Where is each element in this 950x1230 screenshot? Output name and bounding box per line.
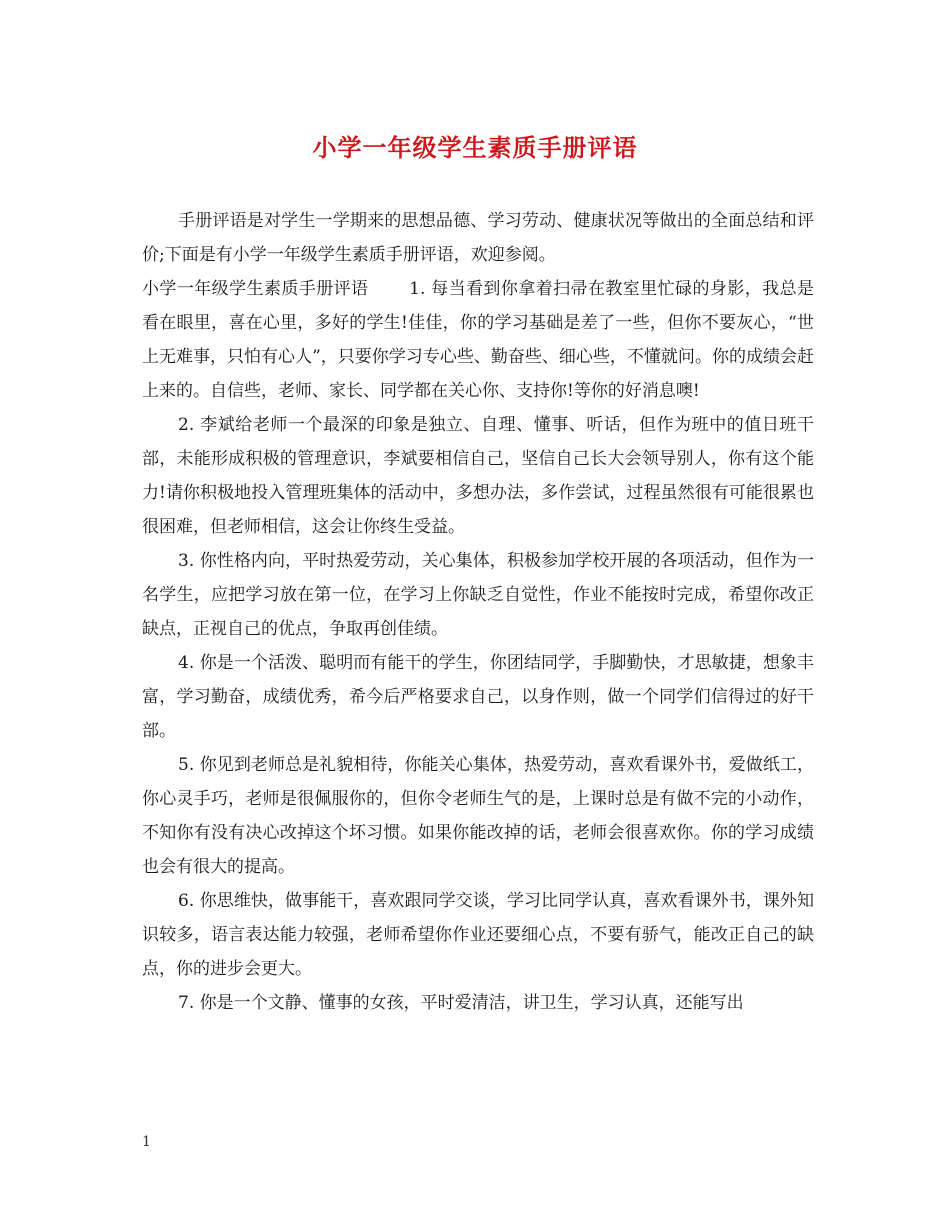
comment-paragraph-6: 6. 你思维快，做事能干，喜欢跟同学交谈，学习比同学认真，喜欢看课外书，课外知识较多，语言表达能力较强，老师希望你作业还要细心点，不要有骄气，能改正自己的缺点，你的进步会更大。 (142, 891, 814, 979)
comment-paragraph-2: 2. 李斌给老师一个最深的印象是独立、自理、懂事、听话，但作为班中的值日班干部，未能形成积极的管理意识，李斌要相信自己，坚信自己长大会领导别人，你有这个能力!请你积极地投入管理班集体的活动中，多想办法，多作尝试，过程虽然很有可能很累也很困难，但老师相信，这会让你终生受益。 (142, 415, 814, 537)
document-title: 小学一年级学生素质手册评语 (312, 133, 638, 162)
comment-paragraph-7: 7. 你是一个文静、懂事的女孩，平时爱清洁，讲卫生，学习认真，还能写出 (178, 993, 744, 1013)
comment-paragraph-4: 4. 你是一个活泼、聪明而有能干的学生，你团结同学，手脚勤快，才思敏捷，想象丰富，学习勤奋，成绩优秀，希今后严格要求自己，以身作则，做一个同学们信得过的好干部。 (142, 653, 814, 741)
page-number: 1 (142, 1134, 151, 1150)
intro-paragraph: 手册评语是对学生一学期来的思想品德、学习劳动、健康状况等做出的全面总结和评价;下面是有小学一年级学生素质手册评语，欢迎参阅。 (142, 211, 814, 265)
comment-paragraph-1: 小学一年级学生素质手册评语 1. 每当看到你拿着扫帚在教室里忙碌的身影，我总是看在眼里，喜在心里，多好的学生!佳佳，你的学习基础是差了一些，但你不要灰心，“世上无难事，只怕有心人”，只要你学习专心些、勤奋些、细心些，不懂就问。你的成绩会赶上来的。自信些，老师、家长、同学都在关心你、支持你!等你的好消息噢! (142, 279, 814, 401)
document-body (142, 204, 814, 1020)
comment-paragraph-3: 3. 你性格内向，平时热爱劳动，关心集体，积极参加学校开展的各项活动，但作为一名学生，应把学习放在第一位，在学习上你缺乏自觉性，作业不能按时完成，希望你改正缺点，正视自己的优点，争取再创佳绩。 (142, 551, 814, 639)
comment-paragraph-5: 5. 你见到老师总是礼貌相待，你能关心集体，热爱劳动，喜欢看课外书，爱做纸工，你心灵手巧，老师是很佩服你的，但你令老师生气的是，上课时总是有做不完的小动作，不知你有没有决心改掉这个坏习惯。如果你能改掉的话，老师会很喜欢你。你的学习成绩也会有很大的提高。 (142, 755, 814, 877)
